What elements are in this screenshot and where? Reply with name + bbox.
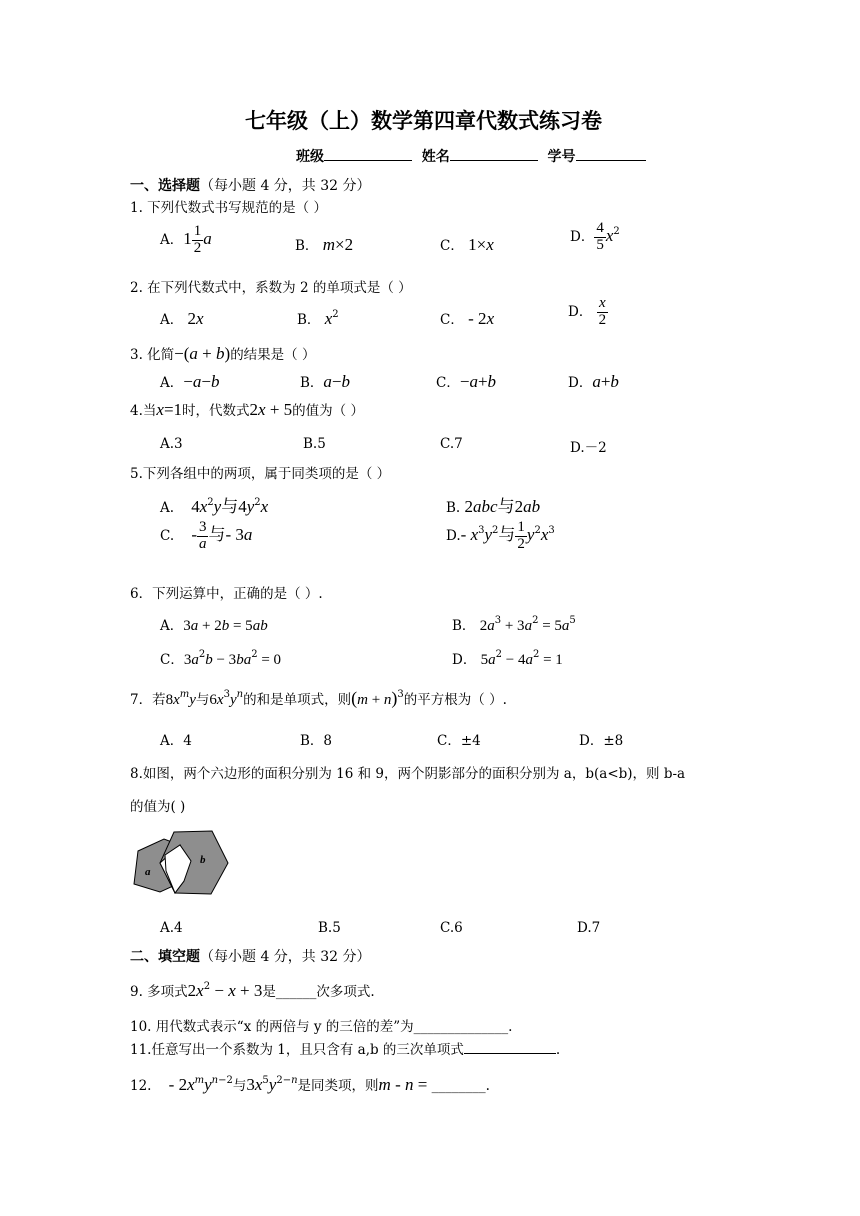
- q1-option-c: C． 1×x: [440, 235, 494, 254]
- q4-option-c: C.7: [440, 436, 463, 452]
- q2-option-c: C． - 2x: [440, 309, 495, 328]
- q6-stem: 6．下列运算中，正确的是（ ）.: [130, 586, 323, 602]
- name-label: 姓名: [421, 149, 450, 165]
- q1-stem: 1. 下列代数式书写规范的是（ ）: [130, 200, 327, 216]
- q4-stem: 4.当x=1时，代数式2x + 5的值为（ ）: [130, 400, 364, 419]
- q3-stem: 3. 化简−(a + b)的结果是（ ）: [130, 344, 316, 363]
- label-b: b: [200, 854, 206, 866]
- class-label: 班级: [296, 149, 324, 165]
- q5-option-b: B. 2abc与2ab: [446, 497, 541, 516]
- q8-option-c: C.6: [440, 920, 463, 936]
- q12-stem: 12. - $2x^my^{n-2}$与$3x^5y^{2-n}$是同类项，则m - n = ________.: [130, 1075, 490, 1094]
- label-a: a: [145, 866, 151, 878]
- q7-option-b: B．8: [300, 733, 333, 749]
- q5-option-c: C. - $\frac{3}{a}$ 与- 3a: [160, 519, 253, 552]
- q8-option-b: B.5: [318, 920, 341, 936]
- q1-option-a: A．1 $\frac{1}{2}$ a: [160, 223, 212, 256]
- q7-option-d: D．±8: [579, 733, 624, 749]
- q7-option-a: A．4: [160, 733, 192, 749]
- q3-option-c: C．−a+b: [436, 372, 497, 391]
- q5-option-a: A. $4x^2y$与$4y^2x$: [160, 497, 269, 516]
- q5-stem: 5.下列各组中的两项，属于同类项的是（ ）: [130, 466, 391, 482]
- q8-stem-line2: 的值为( ): [130, 799, 186, 815]
- section1-title: 一、选择题: [130, 178, 200, 194]
- class-blank[interactable]: [324, 146, 412, 161]
- student-info-line: [296, 146, 646, 166]
- q6-option-b: B． $2a^3 + 3a^2 = 5a^5$: [452, 615, 576, 634]
- name-blank[interactable]: [450, 146, 538, 161]
- q4-option-b: B.5: [303, 436, 326, 452]
- q1-option-d: D． $\frac{4}{5}$ $x^2$: [570, 220, 620, 253]
- q8-stem-line1: 8.如图，两个六边形的面积分别为 16 和 9，两个阴影部分的面积分别为 a，b(a<b)，则 b-a: [130, 766, 686, 782]
- q11-stem: 11.任意写出一个系数为 1，且只含有 a,b 的三次单项式 .: [130, 1038, 560, 1058]
- q5-option-d: D.- $x^3y^2$与 $\frac{1}{2}$ $y^2x^3$: [446, 519, 555, 552]
- q2-option-b: B． $x^2$: [297, 309, 339, 328]
- q10-stem: 10. 用代数式表示“x 的两倍与 y 的三倍的差”为______________.: [130, 1019, 513, 1035]
- number-blank[interactable]: [576, 146, 646, 161]
- q4-option-a: A.3: [160, 436, 183, 452]
- hexagons-figure: [128, 826, 232, 898]
- q2-stem: 2. 在下列代数式中，系数为 2 的单项式是（ ）: [130, 280, 412, 296]
- page-title: 七年级（上）数学第四章代数式练习卷: [245, 109, 602, 133]
- q6-option-c: C．$3a^2b - 3ba^2 = 0$: [160, 649, 282, 668]
- q3-option-a: A．−a−b: [160, 372, 220, 391]
- q8-option-d: D.7: [577, 920, 601, 936]
- q8-option-a: A.4: [160, 920, 183, 936]
- q3-option-d: D．a+b: [568, 372, 619, 391]
- q2-option-d: D． $\frac{x}{2}$: [568, 295, 607, 328]
- q6-option-d: D． $5a^2 - 4a^2 = 1$: [452, 649, 563, 668]
- q11-blank[interactable]: [464, 1039, 556, 1054]
- q6-option-a: A．3a + 2b = 5ab: [160, 618, 268, 634]
- q7-stem: 7．若$8x^my$与$6x^3y^n$的和是单项式，则$(m + n)^3$的平方根为（ ）.: [130, 688, 507, 708]
- q7-option-c: C．±4: [437, 733, 481, 749]
- q1-option-b: B． m×2: [295, 235, 354, 254]
- section2-title: 二、填空题: [130, 949, 200, 965]
- q2-option-a: A． 2x: [160, 309, 204, 328]
- section2-heading: [130, 946, 371, 966]
- section1-heading: [130, 175, 371, 195]
- q9-stem: 9. 多项式$2x^2 - x + 3$是______次多项式.: [130, 981, 375, 1000]
- q4-option-d: D.－2: [570, 440, 607, 456]
- number-label: 学号: [547, 149, 576, 165]
- section2-note: （每小题 4 分，共 32 分）: [200, 949, 371, 965]
- q3-option-b: B．a−b: [300, 372, 351, 391]
- section1-note: （每小题 4 分，共 32 分）: [200, 178, 371, 194]
